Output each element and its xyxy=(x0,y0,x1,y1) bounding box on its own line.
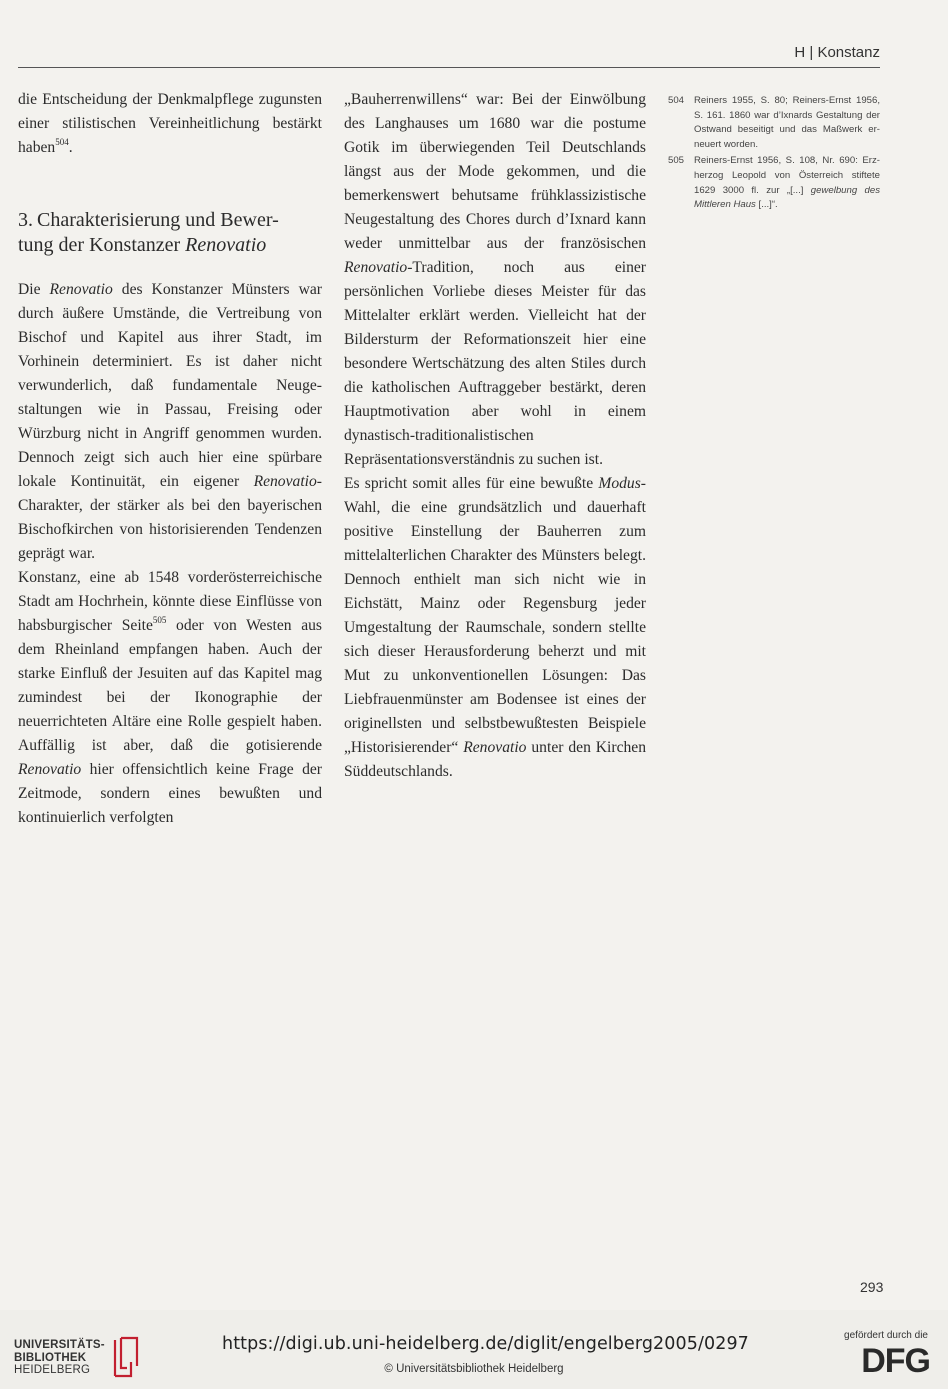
text-run: hier offensichtlich keine Frage der Zeitmode, sondern eines bewußten und kontinuierlich verfolgten xyxy=(18,761,322,826)
library-name-line: HEIDELBERG xyxy=(14,1364,91,1377)
footnote xyxy=(668,94,880,152)
page-number: 293 xyxy=(860,1279,884,1295)
text-run: Reiners-Ernst 1956, S. 108, Nr. 690: Erzherzog Leopold von Österreich stiftete 1629 3000 fl. zur „[...] xyxy=(694,155,880,196)
text-run: Konstanz, eine ab 1548 vorderösterreichische Stadt am Hochrhein, könnte diese Einflüsse von habsburgischer Seite xyxy=(18,569,322,634)
footnote xyxy=(668,154,880,212)
copyright-notice: © Universitätsbibliothek Heidelberg xyxy=(384,1363,564,1375)
paragraph xyxy=(344,88,646,472)
text-run: Die xyxy=(18,281,50,298)
text-run: [...]“. xyxy=(755,199,778,211)
emphasis: Modus xyxy=(598,475,641,492)
footnote-number: 504 xyxy=(668,95,685,106)
emphasis: Renovatio xyxy=(463,739,527,756)
section-title-text: Charakterisierung und Bewer- tung der Konstanzer xyxy=(18,209,279,256)
footnote-text xyxy=(694,94,880,152)
text-run: Es spricht somit alles für eine bewußte xyxy=(344,475,599,492)
library-name-line: UNIVERSITÄTS- xyxy=(14,1339,105,1352)
section-number: 3. xyxy=(18,209,33,231)
footnote-number: 505 xyxy=(668,155,685,167)
text-run: oder von Westen aus dem Rheinland empfangen haben. Auch der starke Einfluß der Jesuiten auf das Kapitel mag zumindest bei der Ikonographie der neuerrichteten Altäre eine Rolle gespielt haben. Auffällig ist aber, daß die gotisierende xyxy=(18,617,322,754)
section-title xyxy=(18,209,279,256)
emphasis: Renovatio xyxy=(49,281,113,298)
dfg-logo[interactable]: DFG xyxy=(861,1342,930,1380)
paragraph xyxy=(18,88,322,160)
emphasis: Renovatio xyxy=(18,761,82,778)
footnote-ref[interactable]: 505 xyxy=(152,615,167,625)
text-run: des Konstanzer Münsters war durch äußere Umstände, die Vertreibung von Bischof und Kapitel aus ihrer Stadt, im Vorhinein determiniert. Es ist daher nicht verwunderlich, daß fundamentale Neugestaltungen wie in Passau, Freising oder Würzburg nicht in Angriff genommen wurden. Dennoch zeigt sich auch hier eine spürbare lokale Kontinuität, ein eigener xyxy=(18,281,322,490)
paragraph xyxy=(18,278,322,566)
text-run: -Tradition, noch aus einer persönlichen Vorliebe dieses Meister für das Mittelalter erklärt werden. Vielleicht hat der Bildersturm der Reformationszeit hier eine besondere Wertschätzung des alten Stiles durch die katholischen Auftraggeber bestärkt, deren Hauptmotivation aber wohl in einem dynastisch-traditionalistischen Repräsentationsverständnis zu suchen ist. xyxy=(344,259,646,468)
text-run: unter den Kirchen Süddeutschlands. xyxy=(344,739,647,780)
footnote-text xyxy=(694,154,880,212)
text-run: . xyxy=(68,139,73,156)
emphasis: Renovatio xyxy=(253,473,317,490)
section-title-emphasis: Renovatio xyxy=(185,234,267,256)
text-run: die Entscheidung der Denkmalpflege zugunsten einer stilistischen Vereinheitlichung bestärkt haben xyxy=(18,91,322,156)
footnote-ref[interactable]: 504 xyxy=(55,137,69,147)
text-column-left xyxy=(18,88,322,830)
text-run: -Wahl, die eine grundsätzlich und dauerhaft positive Einstellung der Bauherren zum mittelalterlichen Charakter des Münsters belegt. Dennoch enthielt man sich nicht wie in Eichstätt, Mainz oder Regensburg jeder Umgestaltung der Raumschale, sondern stellte sich dieser Herausforderung beherzt und mit Mut zu unkonventionellen Lösungen: Das Liebfrauenmünster am Bodensee ist eines der originellsten und selbstbewußtesten Beispiele „Historisierender“ xyxy=(344,475,646,756)
paragraph xyxy=(344,472,646,784)
emphasis: gewelbung des Mittleren Haus xyxy=(694,184,880,211)
funding-note: gefördert durch die xyxy=(844,1330,928,1341)
text-run: Reiners 1955, S. 80; Reiners-Ernst 1956, S. 161. 1860 war d’Ixnards Gestaltung der Ostwand beseitigt und das Maßwerk erneuert worden. xyxy=(694,95,880,150)
running-head: H | Konstanz xyxy=(794,44,880,61)
footnotes xyxy=(668,94,880,215)
viewer-footer xyxy=(0,1310,948,1389)
text-run: „Bauherrenwillens“ war: Bei der Einwölbung des Langhauses um 1680 war die postume Gotik im überwiegenden Teil Deutschlands längst aus der Mode gekommen, und die bemerkenswert behutsame frühklassizistische Neugestaltung des Chores durch d’Ixnard kann weder unmittelbar aus der französischen xyxy=(344,91,646,252)
permalink[interactable]: https://digi.ub.uni-heidelberg.de/diglit/engelberg2005/0297 xyxy=(222,1334,749,1354)
section-heading xyxy=(18,208,322,258)
text-column-right xyxy=(344,88,646,784)
paragraph xyxy=(18,566,322,830)
emphasis: Renovatio xyxy=(344,259,408,276)
text-run: -Charakter, der stärker als bei den bayerischen Bischofkirchen von historisierenden Tendenzen geprägt war. xyxy=(18,473,322,562)
library-name-line: BIBLIOTHEK xyxy=(14,1351,87,1364)
header-rule xyxy=(18,67,880,68)
